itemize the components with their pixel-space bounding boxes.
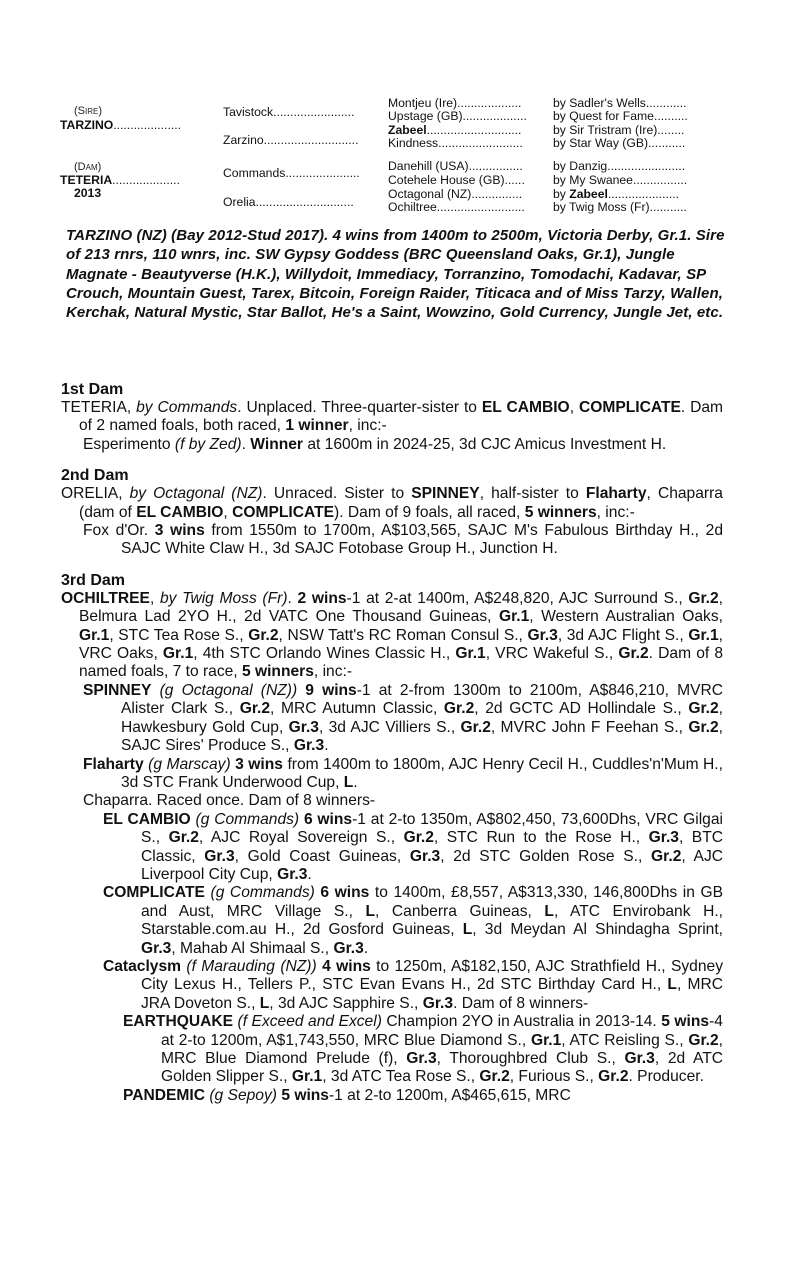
second-dam-section bbox=[61, 466, 723, 559]
text-run: , Thoroughbred Club S., bbox=[436, 1050, 625, 1067]
third-dam-heading: 3rd Dam bbox=[61, 571, 126, 589]
text-run: , inc:- bbox=[596, 503, 635, 521]
text-run: , ATC Reisling S., bbox=[561, 1031, 689, 1049]
text-run: , SAJC Sires' Produce S., bbox=[121, 718, 723, 755]
bold-text: Gr.2 bbox=[688, 700, 719, 718]
dam-year: 2013 bbox=[74, 187, 102, 200]
bold-text: Gr.1 bbox=[688, 626, 719, 644]
bold-text: 3 wins bbox=[154, 522, 205, 540]
text-run: -1 at 2-to 1200m, A$465,615, MRC bbox=[328, 1086, 571, 1104]
gen2-item-0: Tavistock........................ bbox=[223, 106, 355, 119]
bold-text: COMPLICATE bbox=[232, 503, 335, 521]
bold-text: Gr.1 bbox=[291, 1068, 323, 1086]
bold-text: Gr.1 bbox=[530, 1031, 562, 1049]
bold-text: Flaharty bbox=[83, 755, 144, 773]
text-run: , 3d ATC Tea Rose S., bbox=[322, 1068, 480, 1086]
bold-text: EARTHQUAKE bbox=[123, 1013, 234, 1031]
text-run: , Belmura Lad 2YO H., 2d VATC One Thousand Guineas, bbox=[79, 589, 724, 626]
italic-text: (f Exceed and Excel) bbox=[237, 1013, 382, 1031]
text-run: , NSW Tatt's RC Roman Consul S., bbox=[278, 626, 528, 644]
text-run: . Unplaced. Three-quarter-sister to bbox=[237, 399, 482, 416]
bold-text: EL CAMBIO bbox=[481, 399, 570, 416]
bold-text: Gr.2 bbox=[688, 589, 719, 607]
text-run: . bbox=[353, 773, 358, 791]
second-dam-text bbox=[61, 485, 723, 522]
bold-text: 5 winners bbox=[241, 663, 314, 681]
bold-text: Winner bbox=[250, 435, 303, 453]
text-run: ORELIA, bbox=[61, 485, 130, 503]
dam-label: (Dam) bbox=[74, 161, 102, 173]
first-dam-heading: 1st Dam bbox=[61, 381, 124, 398]
gen2-item-3: Orelia............................. bbox=[223, 196, 354, 209]
bold-text: PANDEMIC bbox=[123, 1086, 206, 1104]
bold-text: Gr.3 bbox=[624, 1050, 655, 1067]
bold-text: Gr.1 bbox=[162, 645, 194, 663]
bold-text: 9 wins bbox=[305, 681, 357, 699]
text-run: , 3d AJC Sapphire S., bbox=[269, 994, 423, 1012]
text-run: Esperimento bbox=[83, 435, 175, 453]
text-run: , MRC JRA Doveton S., bbox=[141, 976, 723, 1012]
bold-text: L bbox=[667, 976, 677, 994]
text-run: ). Dam of 9 foals, all raced, bbox=[334, 503, 525, 521]
third-dam-entries bbox=[61, 590, 723, 1105]
text-run: , MRC Autumn Classic, bbox=[270, 700, 444, 718]
text-run: , Gold Coast Guineas, bbox=[234, 847, 410, 865]
bold-text: Gr.3 bbox=[648, 829, 679, 847]
bold-text: L bbox=[365, 902, 376, 920]
gen3-item-1: Upstage (GB)................... bbox=[388, 110, 527, 123]
text-run: TETERIA, bbox=[61, 399, 137, 416]
text-run bbox=[151, 682, 159, 699]
progeny-entry bbox=[61, 590, 723, 682]
bold-text: COMPLICATE bbox=[578, 399, 681, 416]
pedigree-table bbox=[60, 94, 720, 220]
text-run: , MVRC John F Feehan S., bbox=[490, 718, 689, 736]
italic-text: (g Sepoy) bbox=[209, 1086, 277, 1104]
italic-text: by Octagonal (NZ) bbox=[129, 485, 263, 503]
text-run: , BTC Classic, bbox=[141, 829, 723, 865]
bold-text: 3 wins bbox=[235, 755, 283, 773]
first-dam-section bbox=[61, 380, 723, 454]
progeny-entry bbox=[61, 884, 723, 958]
text-run: , Canberra Guineas, bbox=[375, 902, 545, 920]
gen3-item-3: Kindness......................... bbox=[388, 137, 523, 150]
gen4-item-6: by Zabeel..................... bbox=[553, 188, 679, 201]
bold-text: Gr.3 bbox=[406, 1050, 437, 1067]
text-run: . bbox=[363, 939, 369, 957]
text-run: -1 at 2-to 1350m, A$802,450, 73,600Dhs, VRC Gilgai S., bbox=[141, 810, 723, 847]
bold-text: Gr.1 bbox=[498, 608, 530, 626]
sire-dots: .................... bbox=[113, 119, 181, 132]
gen2-item-2: Commands...................... bbox=[223, 167, 360, 180]
bold-text: 6 wins bbox=[303, 810, 353, 828]
first-dam-foal bbox=[61, 436, 723, 454]
dam-cell bbox=[60, 174, 180, 187]
gen3-item-2: Zabeel............................ bbox=[388, 124, 522, 137]
text-run: -1 at 2-from 1300m to 2100m, A$846,210, MVRC Alister Clark S., bbox=[121, 681, 723, 718]
italic-text: (f by Zed) bbox=[174, 435, 242, 453]
bold-text: Gr.2 bbox=[460, 718, 491, 736]
gen4-item-1: by Quest for Fame.......... bbox=[553, 110, 688, 123]
bold-text: 4 wins bbox=[322, 957, 371, 975]
bold-text: Gr.3 bbox=[141, 939, 172, 957]
bold-text: EL CAMBIO bbox=[136, 503, 224, 521]
text-run: , 2d STC Golden Rose S., bbox=[440, 847, 652, 865]
text-run: , Furious S., bbox=[509, 1068, 599, 1086]
bold-text: L bbox=[462, 921, 473, 939]
text-run: . bbox=[324, 737, 329, 755]
text-run: , 2d ATC Golden Slipper S., bbox=[161, 1050, 723, 1086]
bold-text: EL CAMBIO bbox=[103, 810, 191, 828]
bold-text: L bbox=[343, 773, 354, 791]
text-run: , ATC Envirobank H., Starstable.com.au H., 2d Gosford Guineas, bbox=[141, 902, 723, 939]
bold-text: SPINNEY bbox=[411, 485, 480, 503]
bold-text: Gr.2 bbox=[688, 718, 719, 736]
text-run: from 1400m to 1800m, AJC Henry Cecil H., Cuddles'n'Mum H., 3d STC Frank Underwood Cup, bbox=[121, 755, 723, 791]
section-gap bbox=[61, 454, 723, 466]
bold-text: COMPLICATE bbox=[103, 884, 205, 902]
text-run: to 1400m, £8,557, A$313,330, 146,800Dhs in GB and Aust, MRC Village S., bbox=[141, 884, 723, 920]
text-run: , bbox=[223, 503, 233, 521]
dam-sections bbox=[61, 380, 723, 1105]
gen4-item-4: by Danzig....................... bbox=[553, 160, 686, 173]
progeny-entry bbox=[61, 958, 723, 1013]
text-run: , Hawkesbury Gold Cup, bbox=[121, 700, 723, 736]
text-run: . Dam of 8 winners- bbox=[453, 994, 589, 1012]
sire-name: TARZINO bbox=[60, 119, 114, 132]
text-run: . Producer. bbox=[628, 1068, 704, 1086]
gen3-item-4: Danehill (USA)................ bbox=[388, 160, 523, 173]
gen4-item-0: by Sadler's Wells............ bbox=[553, 97, 687, 110]
second-dam-foal bbox=[61, 522, 723, 559]
text-run: . Dam of 8 named foals, 7 to race, bbox=[79, 645, 723, 681]
bold-text: Gr.3 bbox=[422, 994, 454, 1012]
bold-text: Gr.1 bbox=[79, 626, 110, 644]
text-run: , Western Australian Oaks, bbox=[529, 608, 723, 626]
bold-text: Gr.2 bbox=[688, 1031, 719, 1049]
text-run: , 3d Meydan Al Shindagha Sprint, bbox=[472, 921, 723, 939]
text-run: , 2d GCTC AD Hollindale S., bbox=[474, 700, 689, 718]
text-run: , bbox=[569, 399, 579, 416]
text-run: , STC Run to the Rose H., bbox=[433, 829, 649, 847]
bold-text: Cataclysm bbox=[103, 957, 182, 975]
text-run: , inc:- bbox=[313, 663, 353, 681]
gen3-item-5: Cotehele House (GB)...... bbox=[388, 174, 525, 187]
bold-text: Gr.3 bbox=[277, 865, 308, 883]
sire-label: (Sire) bbox=[74, 105, 102, 117]
progeny-entry bbox=[61, 1013, 723, 1087]
bold-text: Gr.1 bbox=[455, 645, 486, 663]
italic-text: (g Marscay) bbox=[148, 755, 231, 773]
bold-text: L bbox=[544, 902, 554, 920]
text-run: at 1600m in 2024-25, 3d CJC Amicus Investment H. bbox=[303, 435, 667, 453]
text-run: , bbox=[149, 589, 160, 607]
bold-text: Gr.3 bbox=[288, 718, 319, 736]
text-run: -1 at 2-at 1400m, A$248,820, AJC Surround S., bbox=[346, 589, 689, 607]
italic-text: (f Marauding (NZ)) bbox=[186, 957, 317, 975]
bold-text: Gr.2 bbox=[618, 645, 649, 663]
text-run: -4 at 2-to 1200m, A$1,743,550, MRC Blue Diamond S., bbox=[161, 1013, 723, 1049]
second-dam-heading: 2nd Dam bbox=[61, 467, 129, 485]
text-run: . bbox=[287, 589, 298, 607]
progeny-entry bbox=[61, 682, 723, 756]
bold-text: 1 winner bbox=[285, 417, 349, 435]
gen2-item-1: Zarzino............................ bbox=[223, 134, 359, 147]
text-run: , MRC Blue Diamond Prelude (f), bbox=[161, 1031, 723, 1067]
dam-dots: .................... bbox=[112, 174, 180, 187]
bold-text: 5 winners bbox=[524, 503, 597, 521]
italic-text: (g Octagonal (NZ)) bbox=[159, 681, 298, 699]
bold-text: Gr.2 bbox=[239, 700, 271, 718]
bold-text: Gr.2 bbox=[443, 700, 475, 718]
text-run: , Chaparra (dam of bbox=[79, 485, 723, 521]
text-run: , Mahab Al Shimaal S., bbox=[171, 939, 334, 957]
text-run: , AJC Liverpool City Cup, bbox=[141, 847, 724, 883]
bold-text: Gr.3 bbox=[333, 939, 364, 957]
progeny-entry bbox=[61, 756, 723, 793]
bold-text: SPINNEY bbox=[83, 681, 152, 699]
italic-text: by Twig Moss (Fr) bbox=[159, 589, 288, 607]
third-dam-section bbox=[61, 571, 723, 1105]
gen3-item-6: Octagonal (NZ)............... bbox=[388, 188, 523, 201]
progeny-entry bbox=[61, 1087, 723, 1105]
text-run: , inc:- bbox=[348, 417, 387, 435]
text-run: from 1550m to 1700m, A$103,565, SAJC M's Fabulous Birthday H., 2d SAJC White Claw H., 3d SAJC Fotobase Group H., Junction H. bbox=[121, 522, 724, 558]
bold-text: Flaharty bbox=[585, 485, 647, 503]
bold-text: 5 wins bbox=[661, 1013, 710, 1031]
text-run: , VRC Wakeful S., bbox=[485, 645, 619, 663]
progeny-entry bbox=[61, 811, 723, 885]
text-run: , 4th STC Orlando Wines Classic H., bbox=[193, 645, 456, 663]
text-run: . bbox=[307, 865, 312, 883]
text-run: Champion 2YO in Australia in 2013-14. bbox=[381, 1013, 662, 1031]
bold-text: Gr.2 bbox=[651, 847, 682, 865]
bold-text: Gr.2 bbox=[598, 1068, 629, 1086]
bold-text: Gr.3 bbox=[204, 847, 235, 865]
bold-text: Gr.2 bbox=[248, 626, 279, 644]
bold-text: Gr.3 bbox=[527, 626, 558, 644]
text-run: . bbox=[241, 435, 251, 453]
first-dam-text bbox=[61, 399, 723, 436]
bold-text: Gr.2 bbox=[403, 829, 434, 847]
text-run: , STC Tea Rose S., bbox=[109, 626, 249, 644]
italic-text: (g Commands) bbox=[210, 884, 315, 902]
text-run: , half-sister to bbox=[479, 485, 586, 503]
text-run: , 3d AJC Flight S., bbox=[557, 626, 689, 644]
bold-text: 6 wins bbox=[320, 884, 370, 902]
bold-text: OCHILTREE bbox=[61, 589, 150, 607]
italic-text: (g Commands) bbox=[195, 810, 300, 828]
bold-text: 2 wins bbox=[297, 589, 347, 607]
text-run: , VRC Oaks, bbox=[79, 626, 723, 663]
dam-name: TETERIA bbox=[60, 174, 113, 187]
gen4-item-5: by My Swanee................ bbox=[553, 174, 688, 187]
bold-text: Gr.3 bbox=[293, 737, 325, 755]
section-gap bbox=[61, 559, 723, 571]
bold-text: 5 wins bbox=[281, 1086, 329, 1104]
text-run: , AJC Royal Sovereign S., bbox=[198, 829, 404, 847]
gen3-item-0: Montjeu (Ire)................... bbox=[388, 97, 522, 110]
bold-text: Gr.3 bbox=[409, 847, 441, 865]
text-run: Chaparra. Raced once. Dam of 8 winners- bbox=[83, 792, 376, 810]
bold-text: Gr.2 bbox=[479, 1068, 510, 1086]
italic-text: by Commands bbox=[136, 399, 238, 416]
text-run: . Dam of 2 named foals, both raced, bbox=[79, 399, 724, 435]
progeny-entry bbox=[61, 792, 723, 810]
sire-summary: TARZINO (NZ) (Bay 2012-Stud 2017). 4 wins from 1400m to 2500m, Victoria Derby, Gr.1. Sire of 213 rnrs, 110 wnrs, inc. SW Gypsy Goddess (BRC Queensland Oaks, Gr.1), Jungle Magnate - Beautyverse (H.K.), Willydoit, Immediacy, Torranzino, Tomodachi, Kadavar, SP Crouch, Mountain Guest, Tarex, Bitcoin, Foreign Raider, Titicaca and of Miss Tarzy, Wallen, Kerchak, Natural Mystic, Star Ballot, He's a Saint, Wowzino, Gold Currency, Jungle Jet, etc. bbox=[66, 227, 725, 322]
gen3-item-7: Ochiltree.......................... bbox=[388, 201, 525, 214]
bold-text: Gr.2 bbox=[168, 829, 199, 847]
text-run: to 1250m, A$182,150, AJC Strathfield H., Sydney City Lexus H., Tellers P., STC Evan Evans H., 2d STC Birthday Card H., bbox=[141, 957, 723, 994]
gen4-item-7: by Twig Moss (Fr)........... bbox=[553, 201, 687, 214]
sire-cell bbox=[60, 119, 181, 132]
text-run: . Unraced. Sister to bbox=[262, 485, 412, 503]
text-run: Fox d'Or. bbox=[83, 522, 155, 540]
text-run: , 3d AJC Villiers S., bbox=[318, 718, 461, 736]
gen4-item-3: by Star Way (GB)........... bbox=[553, 137, 686, 150]
bold-text: L bbox=[259, 994, 270, 1012]
gen4-item-2: by Sir Tristram (Ire)........ bbox=[553, 124, 685, 137]
